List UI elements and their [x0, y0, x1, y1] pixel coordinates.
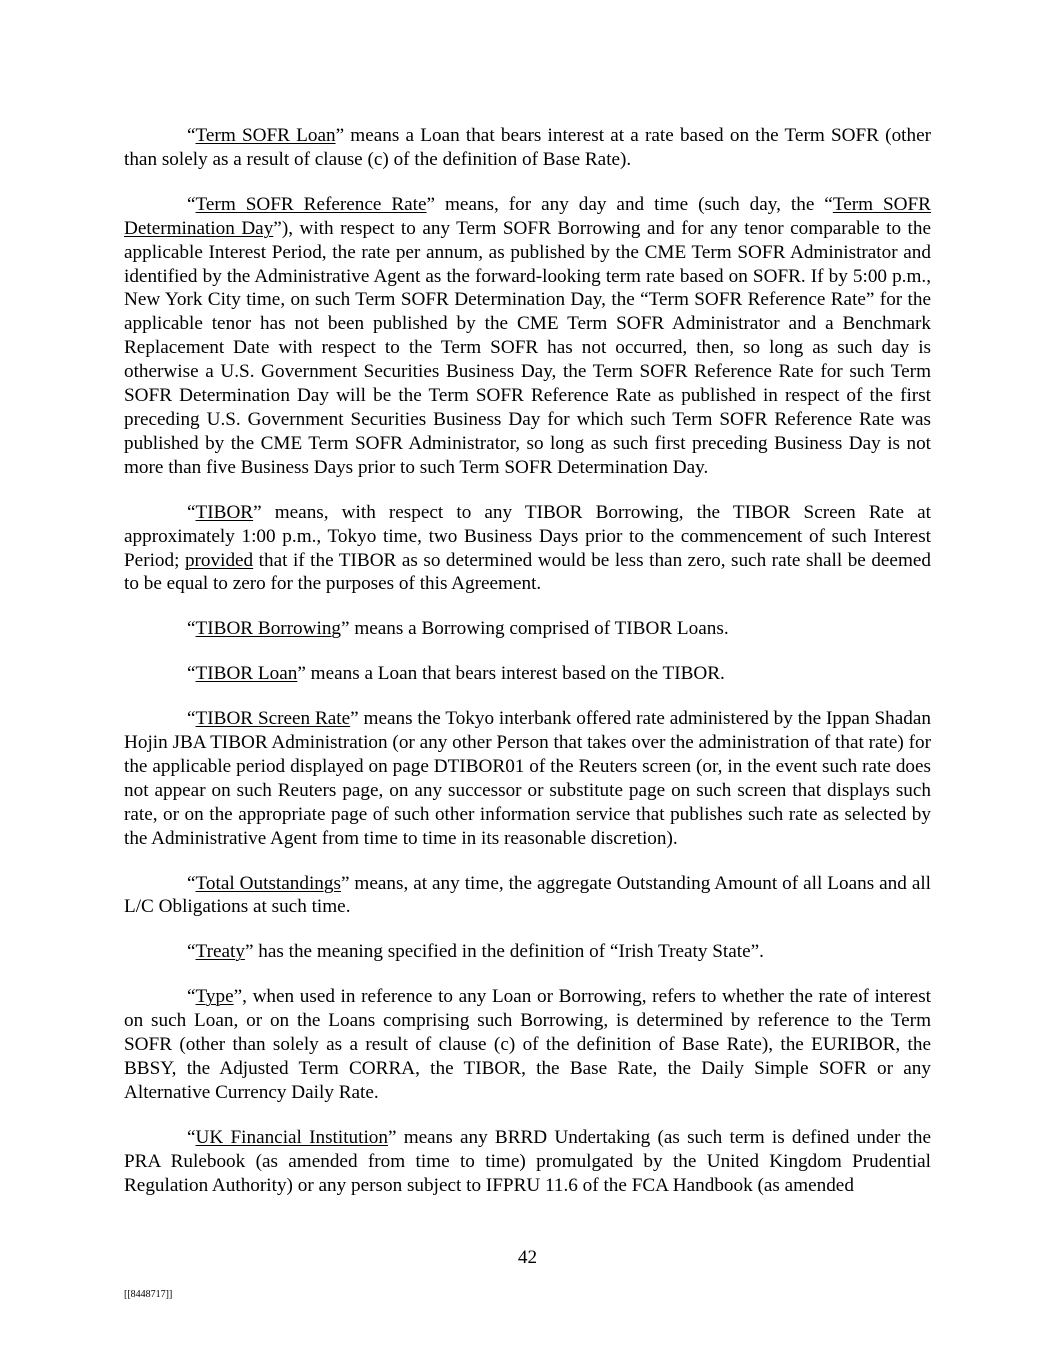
defined-term: TIBOR	[195, 501, 254, 523]
definition-text: ” means any BRRD Undertaking (as such term is defined under the PRA Rulebook (as amended from time to time) promulgated by the United Kingdom Prudential Regulation Authority) or any person subject to IFPRU 11.6 of the FCA Handbook (as amended	[124, 1126, 931, 1196]
proviso-term: provided	[184, 549, 254, 571]
definition-tibor-borrowing: “TIBOR Borrowing” means a Borrowing comprised of TIBOR Loans.	[187, 618, 729, 640]
definition-term-sofr-reference-rate: “Term SOFR Reference Rate” means, for any day and time (such day, the “Term SOFR Determination Day”), with respect to any Term SOFR Borrowing and for any tenor comparable to the applicable Interest Period, the rate per annum, as published by the CME Term SOFR Administrator and identified by the Administrative Agent as the forward-looking term rate based on SOFR. If by 5:00 p.m., New York City time, on such Term SOFR Determination Day, the “Term SOFR Reference Rate” for the applicable tenor has not been published by the CME Term SOFR Administrator and a Benchmark Replacement Date with respect to the Term SOFR has not occurred, then, so long as such day is otherwise a U.S. Government Securities Business Day, the Term SOFR Reference Rate for such Term SOFR Determination Day will be the Term SOFR Reference Rate as published in respect of the first preceding U.S. Government Securities Business Day for which such Term SOFR Reference Rate was published by the CME Term SOFR Administrator, so long as such first preceding Business Day is not more than five Business Days prior to such Term SOFR Determination Day.	[124, 193, 932, 478]
definition-total-outstandings: “Total Outstandings” means, at any time, the aggregate Outstanding Amount of all Loans and all L/C Obligations at such time.	[124, 872, 931, 918]
definition-text: ”, when used in reference to any Loan or Borrowing, refers to whether the rate of interest on such Loan, or on the Loans comprising such Borrowing, is determined by reference to the Term SOFR (other than solely as a result of clause (c) of the definition of Base Rate), the EURIBOR, the BBSY, the Adjusted Term CORRA, the TIBOR, the Base Rate, the Daily Simple SOFR or any Alternative Currency Daily Rate.	[124, 986, 931, 1103]
definition-text: ” means a Borrowing comprised of TIBOR Loans.	[341, 618, 729, 640]
defined-term: TIBOR Screen Rate	[195, 708, 351, 730]
defined-term: UK Financial Institution	[195, 1126, 388, 1148]
definition-text: ” means, for any day and time (such day, the “	[426, 193, 833, 215]
document-id: [[8448717]]	[124, 1289, 173, 1300]
definitions-section	[124, 124, 931, 1219]
definition-tibor-loan: “TIBOR Loan” means a Loan that bears interest based on the TIBOR.	[187, 663, 725, 685]
defined-term: TIBOR Loan	[195, 663, 298, 685]
definition-text-continued: that if the TIBOR as so determined would be less than zero, such rate shall be deemed to be equal to zero for the purposes of this Agreement.	[124, 549, 931, 595]
defined-term: Total Outstandings	[195, 872, 341, 894]
definition-text: ” means, with respect to any TIBOR Borrowing, the TIBOR Screen Rate at approximately 1:00 p.m., Tokyo time, two Business Days prior to the commencement of such Interest Period;	[124, 501, 931, 571]
definition-text: ” means the Tokyo interbank offered rate administered by the Ippan Shadan Hojin JBA TIBOR Administration (or any other Person that takes over the administration of that rate) for the applicable period displayed on page DTIBOR01 of the Reuters screen (or, in the event such rate does not appear on such Reuters page, on any successor or substitute page on such screen that displays such rate, or on the appropriate page of such other information service that publishes such rate as selected by the Administrative Agent from time to time in its reasonable discretion).	[124, 708, 931, 849]
definition-text: ” has the meaning specified in the definition of “Irish Treaty State”.	[244, 941, 764, 963]
definition-tibor: “TIBOR” means, with respect to any TIBOR Borrowing, the TIBOR Screen Rate at approximately 1:00 p.m., Tokyo time, two Business Days prior to the commencement of such Interest Period; provided that if the TIBOR as so determined would be less than zero, such rate shall be deemed to be equal to zero for the purposes of this Agreement.	[124, 501, 931, 595]
defined-term: Term SOFR Reference Rate	[195, 193, 427, 215]
definition-text: ” means, at any time, the aggregate Outstanding Amount of all Loans and all L/C Obligations at such time.	[124, 872, 931, 918]
defined-term: Treaty	[195, 941, 245, 963]
page-number: 42	[517, 1247, 538, 1268]
defined-subterm: Term SOFR Determination Day	[124, 193, 931, 239]
defined-term: TIBOR Borrowing	[195, 618, 342, 640]
defined-term: Term SOFR Loan	[195, 125, 336, 146]
definition-text-continued: ”), with respect to any Term SOFR Borrowing and for any tenor comparable to the applicable Interest Period, the rate per annum, as published by the CME Term SOFR Administrator and identified by the Administrative Agent as the forward-looking term rate based on SOFR. If by 5:00 p.m., New York City time, on such Term SOFR Determination Day, the “Term SOFR Reference Rate” for the applicable tenor has not been published by the CME Term SOFR Administrator and a Benchmark Replacement Date with respect to the Term SOFR has not occurred, then, so long as such day is otherwise a U.S. Government Securities Business Day, the Term SOFR Reference Rate for such Term SOFR Determination Day will be the Term SOFR Reference Rate as published in respect of the first preceding U.S. Government Securities Business Day for which such Term SOFR Reference Rate was published by the CME Term SOFR Administrator, so long as such first preceding Business Day is not more than five Business Days prior to such Term SOFR Determination Day.	[124, 217, 932, 478]
definition-term-sofr-loan: “Term SOFR Loan” means a Loan that bears interest at a rate based on the Term SOFR (other than solely as a result of clause (c) of the definition of Base Rate).	[124, 125, 931, 170]
definition-type: “Type”, when used in reference to any Loan or Borrowing, refers to whether the rate of interest on such Loan, or on the Loans comprising such Borrowing, is determined by reference to the Term SOFR (other than solely as a result of clause (c) of the definition of Base Rate), the EURIBOR, the BBSY, the Adjusted Term CORRA, the TIBOR, the Base Rate, the Daily Simple SOFR or any Alternative Currency Daily Rate.	[124, 986, 931, 1103]
definition-uk-financial-institution: “UK Financial Institution” means any BRRD Undertaking (as such term is defined under the PRA Rulebook (as amended from time to time) promulgated by the United Kingdom Prudential Regulation Authority) or any person subject to IFPRU 11.6 of the FCA Handbook (as amended	[124, 1126, 931, 1196]
defined-term: Type	[195, 986, 234, 1008]
definition-treaty: “Treaty” has the meaning specified in the definition of “Irish Treaty State”.	[187, 941, 764, 963]
definition-text: ” means a Loan that bears interest based on the TIBOR.	[297, 663, 725, 685]
definition-tibor-screen-rate: “TIBOR Screen Rate” means the Tokyo interbank offered rate administered by the Ippan Shadan Hojin JBA TIBOR Administration (or any other Person that takes over the administration of that rate) for the applicable period displayed on page DTIBOR01 of the Reuters screen (or, in the event such rate does not appear on such Reuters page, on any successor or substitute page on such screen that displays such rate, or on the appropriate page of such other information service that publishes such rate as selected by the Administrative Agent from time to time in its reasonable discretion).	[124, 708, 931, 849]
definition-text: ” means a Loan that bears interest at a rate based on the Term SOFR (other than solely as a result of clause (c) of the definition of Base Rate).	[124, 125, 931, 170]
